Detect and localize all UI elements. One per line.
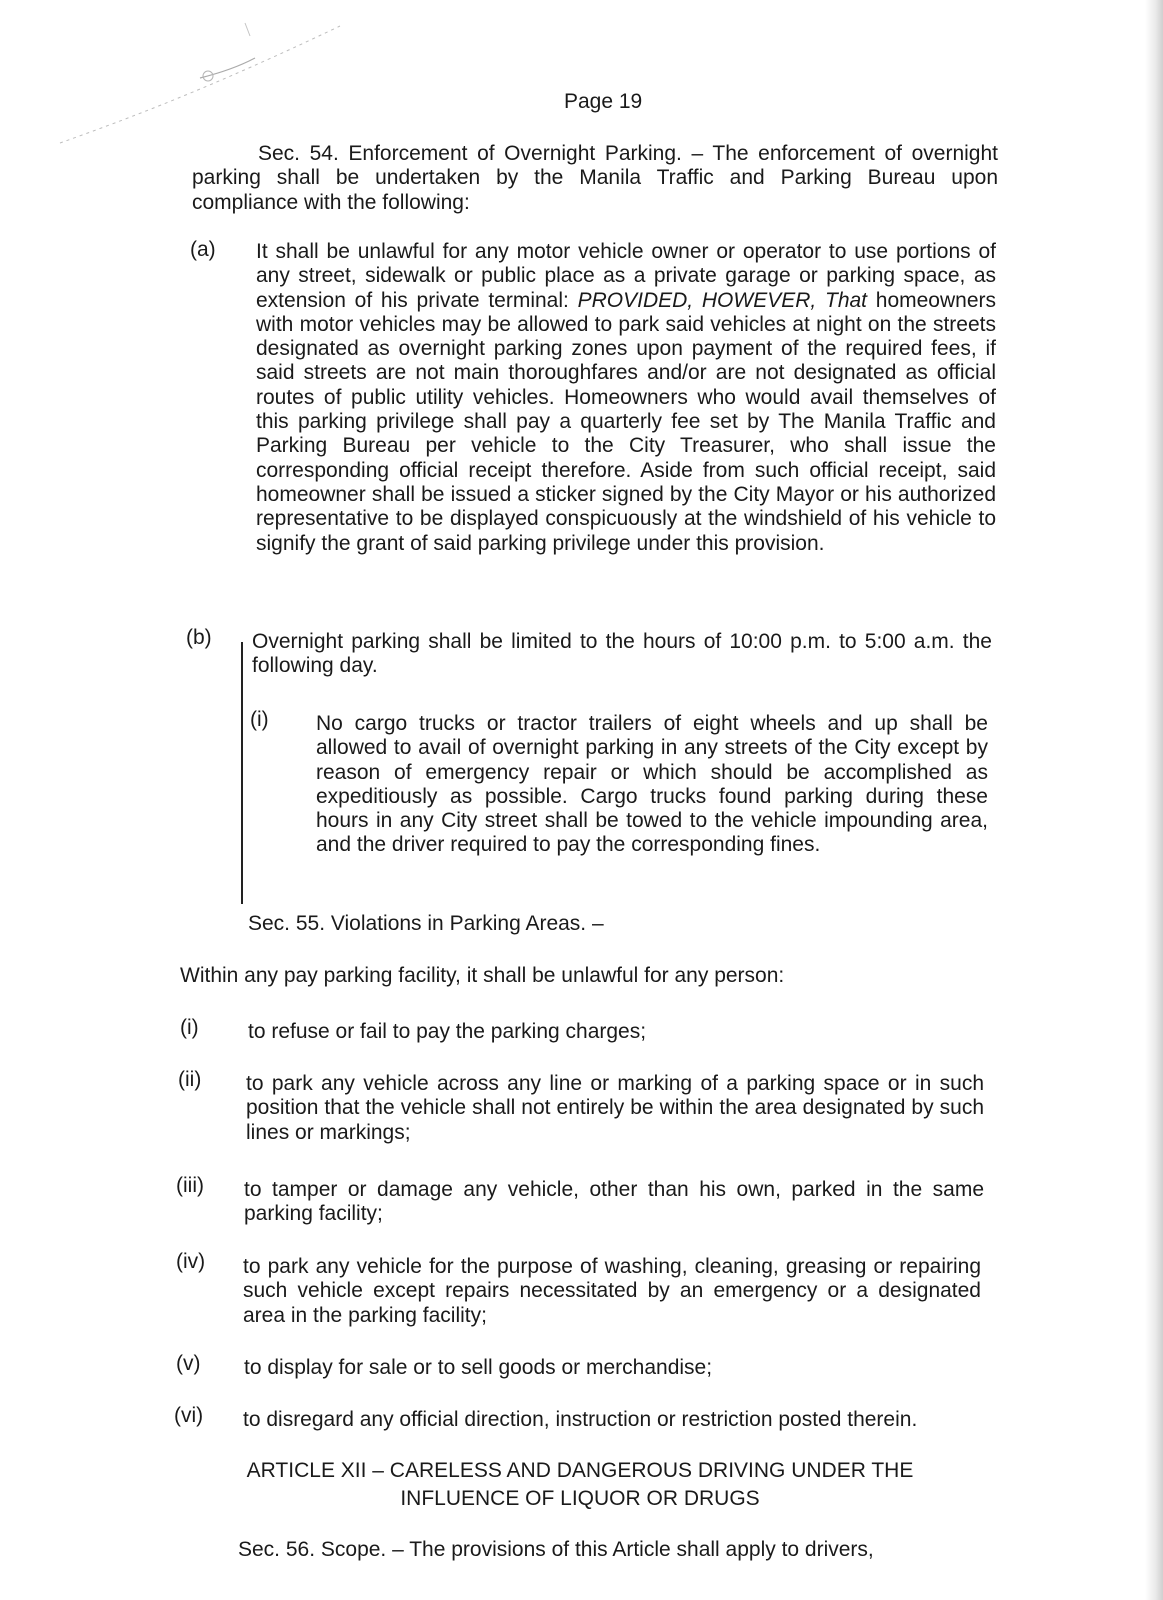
sec55-item-label: (iv) — [176, 1250, 206, 1273]
sec55-item-text: to disregard any official direction, instruction or restriction posted therein. — [243, 1408, 918, 1431]
sec55-item-label: (iii) — [176, 1174, 204, 1197]
sec55-item-text: to tamper or damage any vehicle, other than his own, parked in the same parking facility; — [244, 1178, 984, 1226]
sec55-item-label: (vi) — [174, 1404, 204, 1427]
scan-shadow-edge — [1145, 0, 1163, 1600]
article-heading-line1: ARTICLE XII – CARELESS AND DANGEROUS DRIVING UNDER THE — [246, 1459, 914, 1482]
sec55-item-label: (i) — [180, 1016, 199, 1039]
item-a-text-start: It shall be unlawful for any motor vehicle owner or operator to use portions of any street, sidewalk or public place as a private garage or parking space, as extension of his private terminal: — [256, 240, 996, 312]
item-b-label: (b) — [186, 626, 212, 649]
sec55-item-text: to park any vehicle across any line or marking of a parking space or in such position that the vehicle shall not entirely be within the area designated by such lines or markings; — [246, 1072, 984, 1144]
margin-bracket — [241, 642, 247, 904]
item-b-sub-paragraph: No cargo trucks or tractor trailers of eight wheels and up shall be allowed to avail of overnight parking in any streets of the City except by reason of emergency repair or which should be accomplished as expeditiously as possible. Cargo trucks found parking during these hours in any City street shall be towed to the vehicle impounding area, and the driver required to pay the corresponding fines. — [316, 712, 988, 857]
item-a-label: (a) — [190, 238, 216, 261]
item-a-proviso: PROVIDED, HOWEVER, That — [577, 288, 868, 312]
sec55-item-text: to refuse or fail to pay the parking charges; — [248, 1020, 647, 1043]
sec56-first-line: Sec. 56. Scope. – The provisions of this Article shall apply to drivers, — [238, 1538, 874, 1561]
sec55-title: Sec. 55. Violations in Parking Areas. – — [248, 912, 604, 935]
sec55-item-label: (ii) — [178, 1068, 202, 1091]
item-a-paragraph — [256, 240, 996, 556]
sec55-item-label: (v) — [176, 1352, 201, 1375]
item-b-paragraph: Overnight parking shall be limited to the hours of 10:00 p.m. to 5:00 a.m. the following day. — [252, 630, 992, 678]
sec55-item-text: to display for sale or to sell goods or merchandise; — [244, 1356, 713, 1379]
sec55-intro: Within any pay parking facility, it shall be unlawful for any person: — [180, 964, 785, 987]
item-a-text-end: homeowners with motor vehicles may be allowed to park said vehicles at night on the streets designated as overnight parking zones upon payment of the required fees, if said streets are not main thoroughfares and/or are not designated as official routes of public utility vehicles. Homeowners who would avail themselves of this parking privilege shall pay a quarterly fee set by The Manila Traffic and Parking Bureau per vehicle to the City Treasurer, who shall issue the corresponding official receipt therefore. Aside from such official receipt, said homeowner shall be issued a sticker signed by the City Mayor or his authorized representative to be displayed conspicuously at the windshield of his vehicle to signify the grant of said parking privilege under this provision. — [256, 288, 997, 555]
page-number: Page 19 — [564, 90, 643, 113]
sec55-item-text: to park any vehicle for the purpose of washing, cleaning, greasing or repairing such vehicle except repairs necessitated by an emergency or a designated area in the parking facility; — [243, 1255, 981, 1327]
item-b-sub-label: (i) — [250, 708, 269, 731]
sec54-paragraph: Sec. 54. Enforcement of Overnight Parking. – The enforcement of overnight parking shall be undertaken by the Manila Traffic and Parking Bureau upon compliance with the following: — [192, 142, 998, 214]
article-heading-line2: INFLUENCE OF LIQUOR OR DRUGS — [400, 1487, 760, 1510]
scan-smudge-mark — [50, 18, 370, 158]
